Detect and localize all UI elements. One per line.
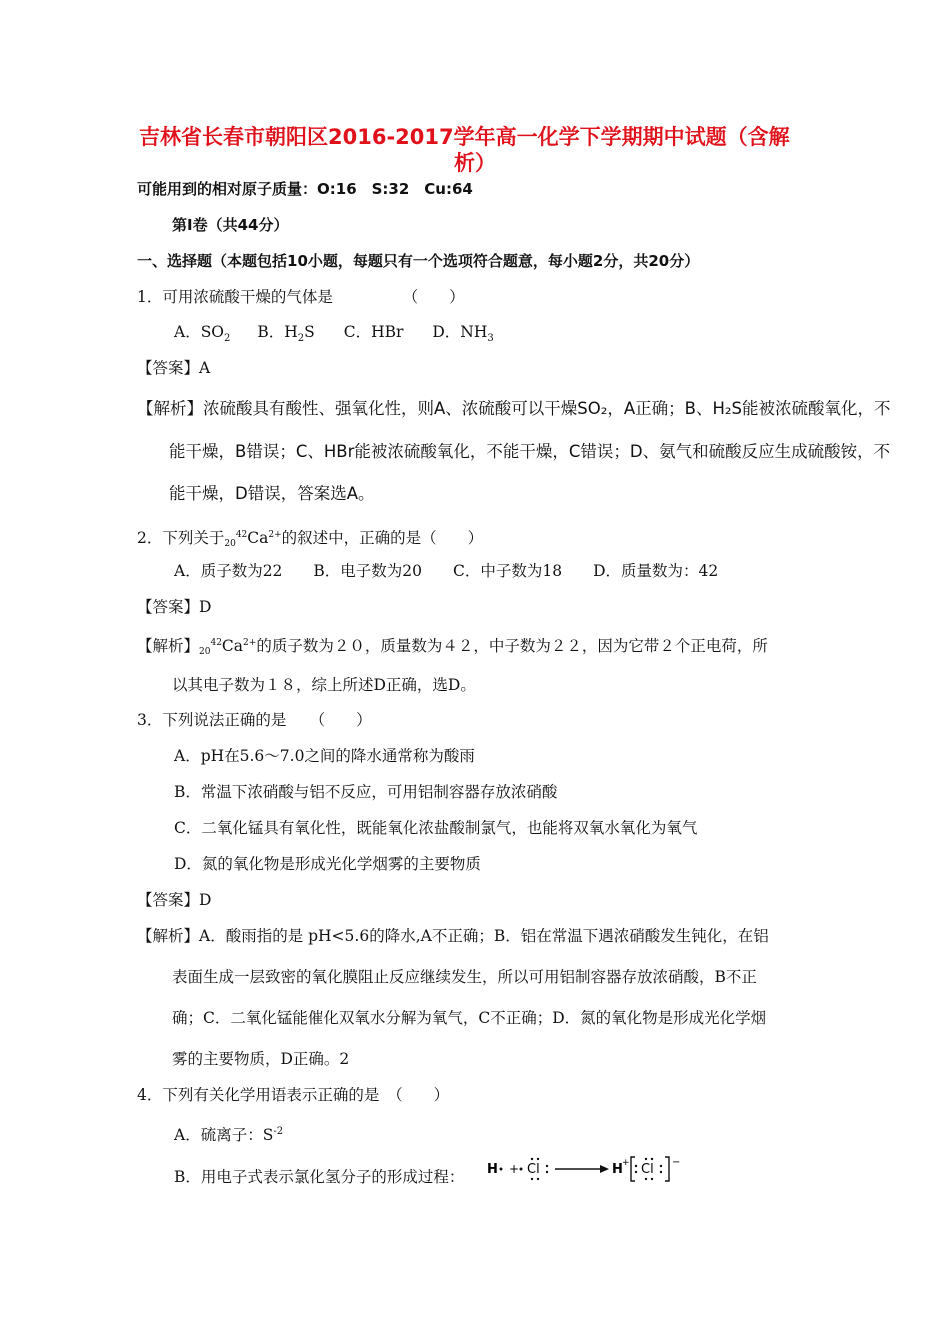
q4-option-a: A．硫离子：$S^{-2}$ [174, 1126, 284, 1145]
q1-option-a: A．SO [174, 323, 225, 341]
q2-stem: 2．下列关于$20^{42}Ca^{2+}$的叙述中，正确的是（ ） [137, 529, 484, 549]
formula-h-left: H [487, 1162, 498, 1177]
q3-analysis-line1: 【解析】A．酸雨指的是 pH<5.6的降水,A不正确；B．铝在常温下遇浓硝酸发生钝化，在铝 [137, 927, 769, 945]
q3-analysis-line2: 表面生成一层致密的氧化膜阻止反应继续发生，所以可用铝制容器存放浓硝酸，B不正 [172, 968, 757, 986]
q3-option-a: A．pH在5.6～7.0之间的降水通常称为酸雨 [174, 747, 475, 765]
section-header: 第Ⅰ卷（共44分） [172, 216, 289, 234]
q2-analysis-line2: 以其电子数为１８，综上所述D正确，选D。 [172, 676, 476, 694]
q2-options: A．质子数为22 B．电子数为20 C．中子数为18 D．质量数为：42 [174, 562, 719, 580]
q3-option-c: C．二氧化锰具有氧化性，既能氧化浓盐酸制氯气，也能将双氧水氧化为氧气 [174, 819, 698, 837]
q1-analysis-line3: 能干燥，D错误，答案选A。 [169, 484, 375, 503]
q1-option-c: C．HBr [343, 323, 404, 341]
q2-answer: 【答案】D [137, 598, 212, 616]
q3-analysis-line4: 雾的主要物质，D正确。2 [172, 1050, 350, 1068]
q3-option-d: D．氮的氧化物是形成光化学烟雾的主要物质 [174, 855, 481, 873]
q3-option-b: B．常温下浓硝酸与铝不反应，可用铝制容器存放浓硝酸 [174, 783, 558, 801]
h-electron-dot [500, 1168, 503, 1171]
formula-cl-left: Cl [527, 1162, 540, 1177]
atomic-masses: 可能用到的相对原子质量：O:16 S:32 Cu:64 [137, 180, 473, 198]
q2-analysis-line1: 【解析】$20^{42}Ca^{2+}$的质子数为２０，质量数为４２，中子数为２２，因为它带２个正电荷，所 [137, 637, 768, 657]
q1-analysis-line1: 【解析】浓硫酸具有酸性、强氧化性，则A、浓硫酸可以干燥SO₂，A正确；B、H₂S能被浓硫酸氧化，不 [137, 399, 891, 418]
q3-stem: 3．下列说法正确的是 （ ） [137, 711, 372, 729]
q4-option-b: B．用电子式表示氯化氢分子的形成过程： [174, 1168, 465, 1186]
page-title-line1: 吉林省长春市朝阳区2016-2017学年高一化学下学期期中试题（含解 [139, 125, 790, 149]
q1-stem: 1．可用浓硫酸干燥的气体是 （ ） [137, 288, 465, 306]
q1-analysis-line2: 能干燥，B错误；C、HBr能被浓硫酸氧化，不能干燥，C错误；D、氨气和硫酸反应生成硫酸铵，不 [169, 442, 891, 461]
hcl-electron-formula [485, 1155, 695, 1185]
q1-option-d: D．NH [432, 323, 488, 341]
part1-header: 一、选择题（本题包括10小题，每题只有一个选项符合题意，每小题2分，共20分） [137, 252, 700, 270]
formula-cl-right: Cl [641, 1162, 654, 1177]
formula-h-right: H [612, 1162, 623, 1177]
q1-options: A．$SO_2$ B．$H_2S$ C．HBr D．$NH_3$ [174, 323, 494, 345]
formula-plus: + [509, 1162, 520, 1176]
bracket-right [665, 1157, 669, 1181]
formula-h-charge: + [622, 1158, 630, 1168]
bracket-left [631, 1157, 635, 1181]
q1-answer: 【答案】A [137, 359, 211, 377]
q4-stem: 4．下列有关化学用语表示正确的是 （ ） [137, 1086, 450, 1104]
q1-option-b: B．H [257, 323, 298, 341]
page-title-line2: 析） [454, 151, 496, 175]
q3-analysis-line3: 确；C．二氧化锰能催化双氧水分解为氧气，C不正确；D．氮的氧化物是形成光化学烟 [172, 1009, 767, 1027]
formula-minus: − [672, 1157, 681, 1168]
q3-answer: 【答案】D [137, 891, 212, 909]
cl-left-dot [520, 1168, 523, 1171]
